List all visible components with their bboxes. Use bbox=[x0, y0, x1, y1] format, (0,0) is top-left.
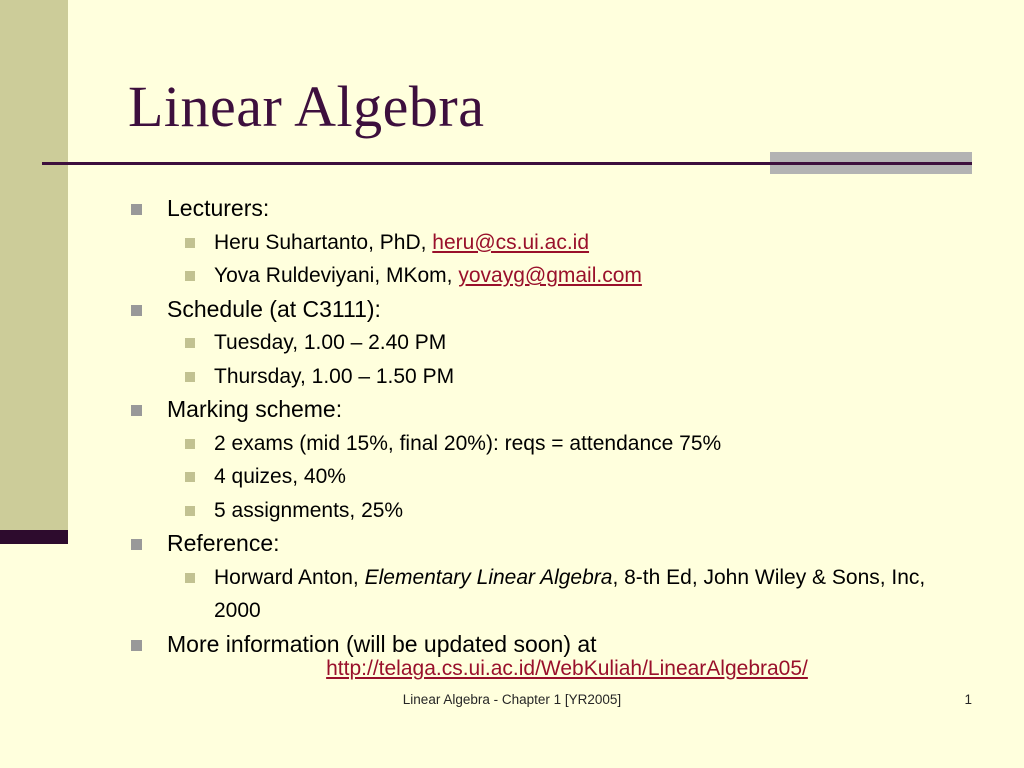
list-item-label: 4 quizes, 40% bbox=[214, 465, 346, 488]
reference-book-title: Elementary Linear Algebra bbox=[364, 565, 613, 589]
bullet-square-icon bbox=[131, 204, 142, 215]
bullet-square-icon bbox=[131, 405, 142, 416]
bullet-square-icon bbox=[185, 439, 195, 449]
list-item bbox=[0, 494, 1024, 528]
title-divider-rule bbox=[42, 162, 972, 165]
list-item bbox=[0, 326, 1024, 360]
bullet-square-icon bbox=[131, 539, 142, 550]
list-item-label: Heru Suhartanto, PhD, bbox=[214, 230, 433, 254]
list-item bbox=[0, 259, 1024, 293]
bullet-square-icon bbox=[131, 640, 142, 651]
list-item bbox=[0, 192, 1024, 226]
list-item bbox=[0, 460, 1024, 494]
list-item-label: Yova Ruldeviyani, MKom, bbox=[214, 264, 459, 287]
page-title: Linear Algebra bbox=[128, 74, 485, 139]
list-item-label: Tuesday, 1.00 – 2.40 PM bbox=[214, 331, 447, 354]
list-item bbox=[0, 561, 1024, 628]
list-item bbox=[0, 527, 1024, 561]
slide-footer bbox=[0, 692, 1024, 712]
bullet-square-icon bbox=[185, 372, 195, 382]
list-item-label: Lecturers: bbox=[167, 195, 270, 221]
email-link-heru[interactable]: heru@cs.ui.ac.id bbox=[432, 230, 590, 254]
page-number: 1 bbox=[964, 692, 972, 707]
reference-publication: , 8-th Ed, John Wiley & Sons, Inc, 2000 bbox=[214, 565, 926, 622]
list-item-label: 5 assignments, 25% bbox=[214, 498, 404, 522]
bullet-square-icon bbox=[185, 472, 195, 482]
list-item-label: Marking scheme: bbox=[167, 396, 343, 422]
course-website-link[interactable]: http://telaga.cs.ui.ac.id/WebKuliah/LinearAlgebra05/ bbox=[326, 657, 808, 680]
bullet-square-icon bbox=[185, 573, 195, 583]
list-item-label: Schedule (at C3111): bbox=[167, 295, 381, 322]
list-item bbox=[0, 293, 1024, 327]
list-item bbox=[0, 360, 1024, 394]
list-item-label: 2 exams (mid 15%, final 20%): reqs = attendance 75% bbox=[214, 431, 722, 455]
reference-author: Horward Anton, bbox=[214, 565, 365, 589]
list-item-label: More information (will be updated soon) at bbox=[167, 630, 597, 657]
bullet-square-icon bbox=[131, 305, 142, 316]
email-link-yova[interactable]: yovayg@gmail.com bbox=[458, 264, 642, 287]
list-item bbox=[0, 226, 1024, 260]
list-item-label: Reference: bbox=[167, 530, 280, 556]
bullet-square-icon bbox=[185, 338, 195, 348]
list-item bbox=[0, 393, 1024, 427]
bullet-square-icon bbox=[185, 271, 195, 281]
bullet-square-icon bbox=[185, 238, 195, 248]
footer-text: Linear Algebra - Chapter 1 [YR2005] bbox=[402, 692, 622, 707]
course-url-line bbox=[0, 655, 1024, 683]
list-item-label: Thursday, 1.00 – 1.50 PM bbox=[214, 364, 455, 388]
bullet-square-icon bbox=[185, 506, 195, 516]
bullet-list bbox=[0, 192, 1024, 661]
list-item bbox=[0, 427, 1024, 461]
